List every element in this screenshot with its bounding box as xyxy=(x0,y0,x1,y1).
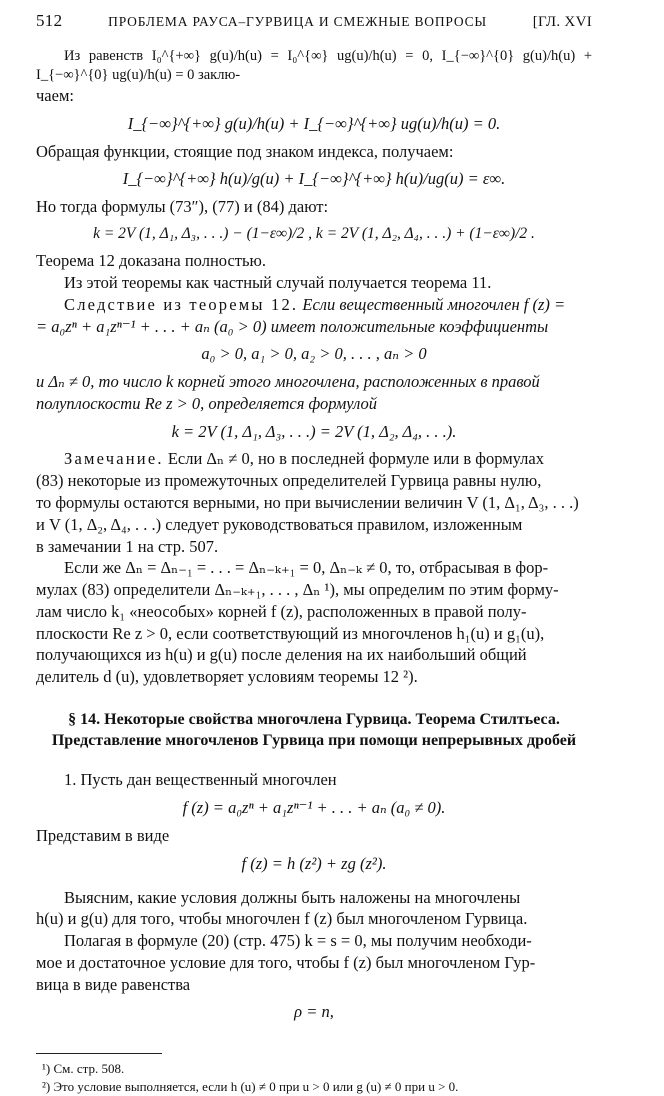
equation: I_{−∞}^{+∞} h(u)/g(u) + I_{−∞}^{+∞} h(u)/ug(u) = ε∞. xyxy=(122,169,506,189)
text-line: Полагая в формуле (20) (стр. 475) k = s = 0, мы получим необходи- xyxy=(64,931,532,951)
text-line: и V (1, Δ₂, Δ₄, . . .) следует руководствоваться правилом, изложенным xyxy=(36,514,523,534)
text-line: делитель d (u), удовлетворяет условиям теоремы 12 ²). xyxy=(36,667,418,687)
text-line: то формулы остаются верными, но при вычислении величин V (1, Δ₁, Δ₃, . . .) xyxy=(36,492,579,512)
corollary-text: и Δₙ ≠ 0, то число k корней этого многочлена, расположенных в правой xyxy=(36,372,540,392)
running-header xyxy=(36,10,592,33)
corollary-text: = a₀zⁿ + a₁zⁿ⁻¹ + . . . + aₙ (a₀ > 0) имеет положительные коэффициенты xyxy=(36,316,549,336)
book-page xyxy=(36,10,592,1096)
text-line: Но тогда формулы (73″), (77) и (84) дают: xyxy=(36,197,329,217)
corollary-text: полуплоскости Re z > 0, определяется формулой xyxy=(36,393,378,413)
text-line: Обращая функции, стоящие под знаком индекса, получаем: xyxy=(36,141,454,161)
equation: I_{−∞}^{+∞} g(u)/h(u) + I_{−∞}^{+∞} ug(u)/h(u) = 0. xyxy=(127,113,501,133)
text-line: (83) некоторые из промежуточных определителей Гурвица равны нулю, xyxy=(36,471,542,491)
text-line: Из этой теоремы как частный случай получается теорема 11. xyxy=(64,273,492,293)
equation: ρ = n, xyxy=(294,1002,334,1022)
chapter-label: [ГЛ. XVI xyxy=(532,14,592,30)
equation: k = 2V (1, Δ₁, Δ₃, . . .) = 2V (1, Δ₂, Δ₄, . . .). xyxy=(171,421,457,441)
remark-text: Если Δₙ ≠ 0, но в последней формуле или в формулах xyxy=(167,449,544,469)
corollary-label: Следствие из теоремы 12. xyxy=(64,294,299,314)
corollary-text: Если вещественный многочлен f (z) = xyxy=(302,294,566,314)
page-number: 512 xyxy=(36,11,63,30)
equation: f (z) = h (z²) + zg (z²). xyxy=(241,853,387,873)
text-line: плоскости Re z > 0, если соответствующий из многочленов h₁(u) и g₁(u), xyxy=(36,623,545,643)
text-line: получающихся из h(u) и g(u) после деления на их наибольший общий xyxy=(36,645,527,665)
equation: a₀ > 0, a₁ > 0, a₂ > 0, . . . , aₙ > 0 xyxy=(201,344,427,364)
remark-label: Замечание. xyxy=(64,449,164,469)
text-line: в замечании 1 на стр. 507. xyxy=(36,536,219,556)
equation: f (z) = a₀zⁿ + a₁zⁿ⁻¹ + . . . + aₙ (a₀ ≠ 0). xyxy=(182,798,446,818)
footnote-divider xyxy=(36,1053,162,1054)
text-line: h(u) и g(u) для того, чтобы многочлен f (z) был многочленом Гурвица. xyxy=(36,909,528,929)
text-line: Из равенств I₀^{+∞} g(u)/h(u) = I₀^{∞} ug(u)/h(u) = 0, I_{−∞}^{0} g(u)/h(u) + I_{−∞}^{0} ug(u)/h(u) = 0 заклю- xyxy=(36,47,592,83)
corollary-line xyxy=(36,294,592,316)
text-line: лам число k₁ «неособых» корней f (z), расположенных в правой полу- xyxy=(36,601,527,621)
footnote: ¹) См. стр. 508. xyxy=(42,1061,125,1077)
text-line: мое и достаточное условие для того, чтобы f (z) был многочленом Гур- xyxy=(36,952,536,972)
section-title-line: § 14. Некоторые свойства многочлена Гурвица. Теорема Стилтьеса. xyxy=(68,710,560,728)
text-line: Выясним, какие условия должны быть наложены на многочлены xyxy=(64,887,521,907)
footnote: ²) Это условие выполняется, если h (u) ≠ 0 при u > 0 или g (u) ≠ 0 при u > 0. xyxy=(42,1079,459,1095)
section-heading xyxy=(36,710,592,752)
equation: k = 2V (1, Δ₁, Δ₃, . . .) − (1−ε∞)/2 , k = 2V (1, Δ₂, Δ₄, . . .) + (1−ε∞)/2 . xyxy=(93,224,535,242)
section-title-line: Представление многочленов Гурвица при помощи непрерывных дробей xyxy=(51,731,577,749)
text-line: вица в виде равенства xyxy=(36,974,191,994)
text-line: Теорема 12 доказана полностью. xyxy=(36,251,266,271)
text-line: Представим в виде xyxy=(36,826,170,845)
remark-line xyxy=(36,448,592,470)
running-title: ПРОБЛЕМА РАУСА–ГУРВИЦА И СМЕЖНЫЕ ВОПРОСЫ xyxy=(108,14,487,29)
text-line: мулах (83) определители Δₙ₋ₖ₊₁, . . . , Δₙ ¹), мы определим по этим форму- xyxy=(36,580,559,600)
text-line: 1. Пусть дан вещественный многочлен xyxy=(64,770,337,790)
text-line: Если же Δₙ = Δₙ₋₁ = . . . = Δₙ₋ₖ₊₁ = 0, Δₙ₋ₖ ≠ 0, то, отбрасывая в фор- xyxy=(64,558,549,578)
text-line: чаем: xyxy=(36,86,74,106)
